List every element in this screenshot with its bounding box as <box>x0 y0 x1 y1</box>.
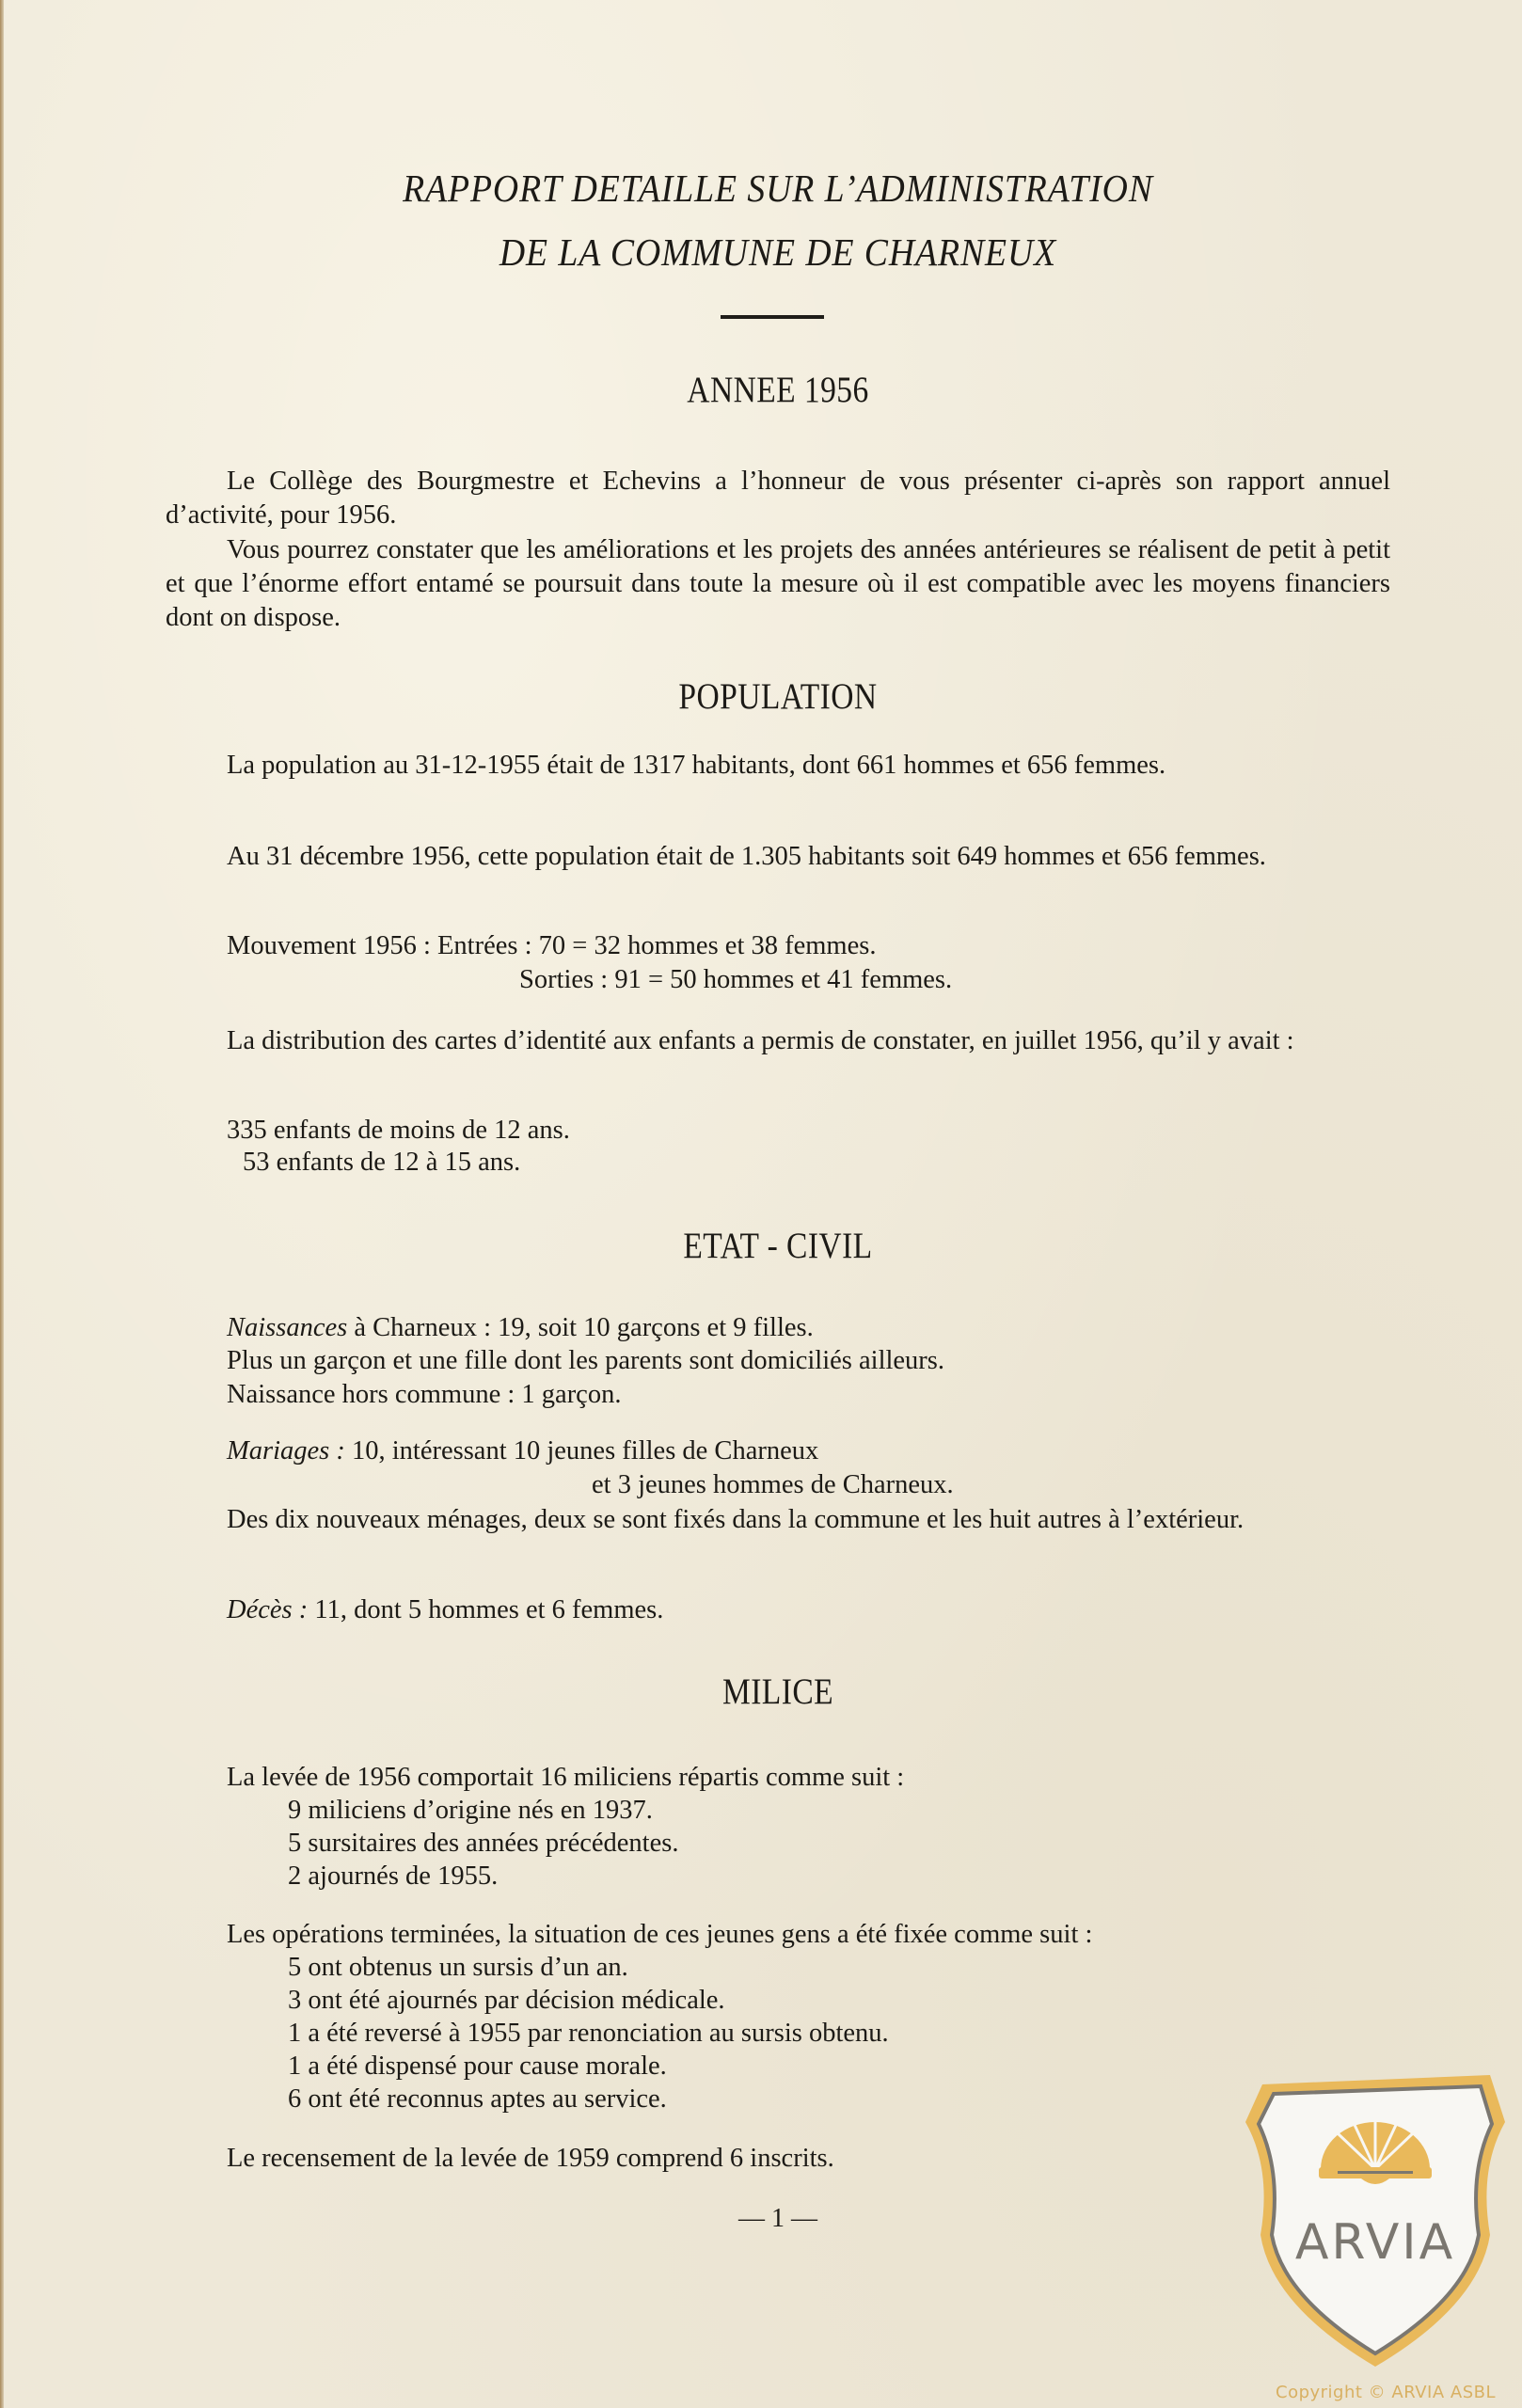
population-paragraph-3: La distribution des cartes d’identité aux enfants a permis de constater, en juillet 1956, qu’il y avait : <box>227 1026 1294 1055</box>
operations-item: 6 ont été reconnus aptes au service. <box>288 2084 667 2114</box>
operations-intro: Les opérations terminées, la situation de ces jeunes gens a été fixée comme suit : <box>227 1920 1093 1949</box>
arvia-logo <box>1244 2066 1507 2368</box>
levee-item: 2 ajournés de 1955. <box>288 1861 499 1891</box>
naissances-text: à Charneux : 19, soit 10 garçons et 9 filles. <box>347 1313 814 1342</box>
levee-intro: La levée de 1956 comportait 16 miliciens répartis comme suit : <box>227 1763 905 1792</box>
page-number: — 1 — <box>738 2204 817 2233</box>
population-paragraph-1: La population au 31-12-1955 était de 1317 habitants, dont 661 hommes et 656 femmes. <box>227 751 1166 780</box>
menages-paragraph: Des dix nouveaux ménages, deux se sont fixés dans la commune et les huit autres à l’extérieur. <box>227 1505 1245 1534</box>
intro-paragraph-1: Le Collège des Bourgmestre et Echevins a l’honneur de vous présenter ci-après son rapport annuel d’activité, pour 1956. <box>166 467 1390 530</box>
title-divider <box>721 315 824 319</box>
arvia-logo-text: ARVIA <box>1294 2214 1456 2271</box>
mariages-line <box>227 1436 818 1466</box>
year-heading: ANNEE 1956 <box>687 370 869 410</box>
levee-item: 9 miliciens d’origine nés en 1937. <box>288 1796 653 1825</box>
levee-item: 5 sursitaires des années précédentes. <box>288 1829 679 1858</box>
children-under-12: 335 enfants de moins de 12 ans. <box>227 1116 570 1145</box>
etat-civil-heading: ETAT - CIVIL <box>683 1226 873 1266</box>
mariages-label: Mariages : <box>227 1436 345 1465</box>
children-12-15: 53 enfants de 12 à 15 ans. <box>243 1148 521 1177</box>
deces-label: Décès : <box>227 1595 309 1624</box>
mariages-text: 10, intéressant 10 jeunes filles de Charneux <box>344 1436 819 1465</box>
milice-heading: MILICE <box>721 1671 834 1712</box>
operations-item: 1 a été dispensé pour cause morale. <box>288 2052 667 2081</box>
naissances-line <box>227 1313 814 1343</box>
operations-item: 3 ont été ajournés par décision médicale. <box>288 1986 725 2015</box>
document-title-line-1: RAPPORT DETAILLE SUR L’ADMINISTRATION <box>403 166 1153 210</box>
deces-text: 11, dont 5 hommes et 6 femmes. <box>308 1595 664 1624</box>
operations-item: 5 ont obtenus un sursis d’un an. <box>288 1953 628 1982</box>
shield-icon <box>1244 2066 1507 2368</box>
movement-sorties: Sorties : 91 = 50 hommes et 41 femmes. <box>519 965 953 994</box>
population-heading: POPULATION <box>678 676 878 717</box>
recensement-line: Le recensement de la levée de 1959 comprend 6 inscrits. <box>227 2144 834 2173</box>
naissances-line-2: Plus un garçon et une fille dont les parents sont domiciliés ailleurs. <box>227 1346 945 1375</box>
naissances-line-3: Naissance hors commune : 1 garçon. <box>227 1380 622 1409</box>
page-edge <box>0 0 4 2408</box>
intro-paragraph-2: Vous pourrez constater que les améliorations et les projets des années antérieures se réalisent de petit à petit et que l’énorme effort entamé se poursuit dans toute la mesure où il est compatible avec les moyens financiers dont on dispose. <box>166 535 1390 632</box>
deces-line <box>227 1595 663 1625</box>
document-title-line-2: DE LA COMMUNE DE CHARNEUX <box>499 230 1057 274</box>
mariages-line-2: et 3 jeunes hommes de Charneux. <box>592 1470 954 1499</box>
copyright-notice: Copyright © ARVIA ASBL <box>1276 2383 1497 2402</box>
population-paragraph-2: Au 31 décembre 1956, cette population était de 1.305 habitants soit 649 hommes et 656 femmes. <box>227 842 1266 871</box>
operations-item: 1 a été reversé à 1955 par renonciation au sursis obtenu. <box>288 2019 889 2048</box>
movement-entrees: Mouvement 1956 : Entrées : 70 = 32 hommes et 38 femmes. <box>227 931 877 960</box>
naissances-label: Naissances <box>227 1313 348 1342</box>
